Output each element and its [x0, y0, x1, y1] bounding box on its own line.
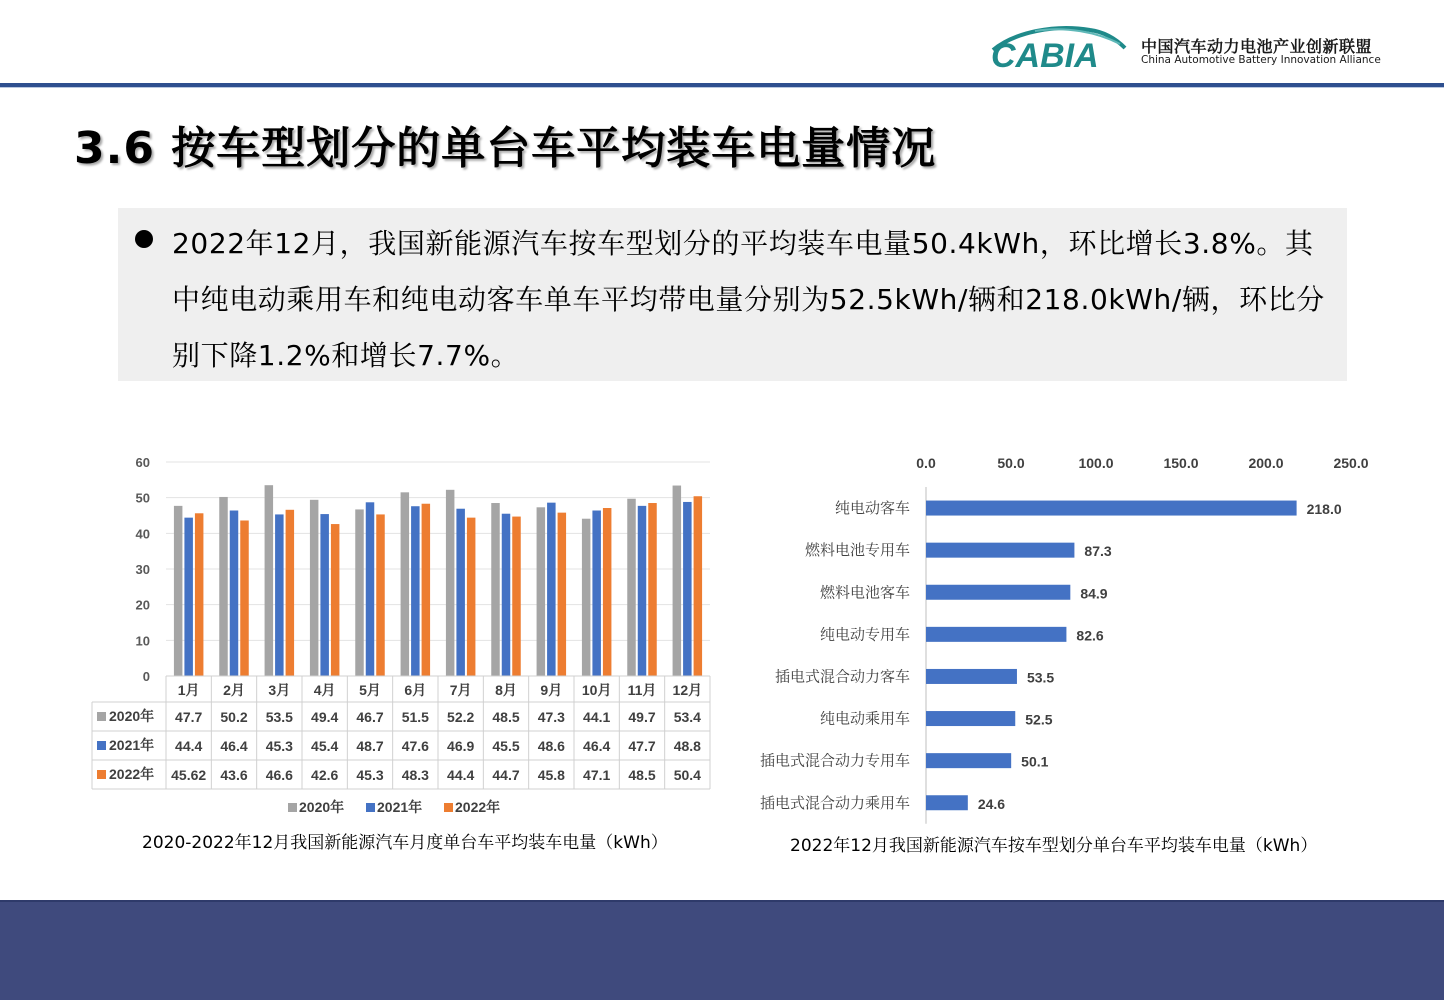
bar-2020年-6月 — [401, 492, 410, 676]
bar-2020年-10月 — [582, 519, 591, 676]
chart1-y-ticks — [136, 455, 150, 684]
bar-2021年-2月 — [230, 511, 239, 676]
table-cell: 44.1 — [583, 709, 611, 725]
category-label: 纯电动专用车 — [819, 626, 910, 644]
bar-2021年-10月 — [592, 511, 601, 676]
logo-text: CABIA — [991, 37, 1099, 75]
table-cell: 48.3 — [401, 767, 429, 783]
table-cell: 50.4 — [673, 767, 701, 783]
y-tick-label: 50 — [135, 490, 150, 506]
x-tick-label: 2月 — [223, 682, 245, 698]
bar-2022年-2月 — [240, 520, 249, 676]
table-cell: 46.7 — [356, 709, 384, 725]
bar-2022年-5月 — [376, 514, 385, 676]
bar-2021年-1月 — [184, 518, 193, 676]
series-swatch — [97, 770, 106, 779]
table-cell: 53.5 — [265, 709, 293, 725]
legend-label: 2022年 — [455, 799, 501, 815]
chart1-data-table — [92, 676, 710, 789]
bar-2022年-4月 — [331, 524, 340, 676]
data-label: 87.3 — [1084, 543, 1112, 560]
table-cell: 46.4 — [583, 738, 611, 754]
table-cell: 48.5 — [628, 767, 656, 783]
bar-插电式混合动力专用车 — [926, 753, 1011, 768]
category-label: 纯电动客车 — [834, 500, 910, 518]
x-tick-label: 250.0 — [1333, 455, 1369, 471]
series-row-label: 2021年 — [109, 737, 155, 753]
x-tick-label: 150.0 — [1163, 455, 1199, 471]
bar-2021年-7月 — [456, 509, 465, 676]
bar-燃料电池专用车 — [926, 543, 1074, 558]
series-row-label: 2022年 — [109, 766, 155, 782]
x-tick-label: 7月 — [449, 682, 472, 698]
bar-2022年-6月 — [422, 504, 431, 676]
table-cell: 47.1 — [583, 767, 611, 783]
table-cell: 52.2 — [447, 709, 475, 725]
table-cell: 48.7 — [356, 738, 384, 754]
x-tick-label: 10月 — [581, 682, 612, 698]
bar-2020年-7月 — [446, 490, 455, 676]
table-cell: 48.8 — [673, 738, 701, 754]
bar-2022年-1月 — [195, 513, 204, 676]
x-tick-label: 1月 — [177, 682, 200, 698]
org-name-en: China Automotive Battery Innovation Alliance — [1141, 54, 1381, 66]
bar-2022年-7月 — [467, 518, 476, 676]
bar-纯电动乘用车 — [926, 711, 1015, 726]
bar-2022年-8月 — [512, 517, 521, 676]
x-tick-label: 3月 — [268, 682, 291, 698]
x-tick-label: 5月 — [359, 682, 381, 698]
x-tick-label: 50.0 — [997, 455, 1025, 471]
x-tick-label: 100.0 — [1078, 455, 1114, 471]
table-cell: 45.4 — [311, 738, 339, 754]
table-cell: 45.62 — [171, 767, 207, 783]
bar-2021年-11月 — [638, 506, 647, 676]
bar-2020年-4月 — [310, 500, 319, 676]
bar-2020年-5月 — [355, 509, 364, 676]
table-cell: 45.5 — [492, 738, 520, 754]
y-tick-label: 20 — [135, 597, 150, 613]
org-name-cn: 中国汽车动力电池产业创新联盟 — [1141, 37, 1373, 56]
cabia-logo — [985, 22, 1385, 82]
series-row-label: 2020年 — [109, 708, 155, 724]
bar-2021年-9月 — [547, 503, 556, 676]
bar-2020年-11月 — [627, 499, 636, 676]
chart2-bars — [760, 487, 1342, 824]
legend-label: 2020年 — [299, 799, 345, 815]
bar-2021年-4月 — [320, 514, 329, 676]
bar-纯电动客车 — [926, 501, 1297, 516]
y-tick-label: 30 — [135, 562, 150, 577]
footer-bar — [0, 902, 1444, 1000]
table-cell: 44.4 — [175, 738, 203, 754]
x-tick-label: 4月 — [313, 682, 336, 698]
table-cell: 46.4 — [220, 738, 248, 754]
bar-2022年-3月 — [286, 510, 295, 676]
bar-2021年-6月 — [411, 506, 420, 676]
data-label: 53.5 — [1026, 669, 1055, 686]
summary-text: 2022年12月，我国新能源汽车按车型划分的平均装车电量50.4kWh，环比增长3.8%。其中纯电动乘用车和纯电动客车单车平均带电量分别为52.5kWh/辆和218.0kWh/辆，环比分别下降1.2%和增长7.7%。 — [172, 227, 1325, 372]
table-cell: 51.5 — [401, 709, 429, 725]
data-label: 82.6 — [1076, 627, 1104, 644]
bar-燃料电池客车 — [926, 585, 1070, 600]
bar-2022年-10月 — [603, 508, 612, 676]
data-label: 50.1 — [1021, 753, 1049, 770]
table-cell: 45.3 — [265, 738, 293, 754]
bar-2021年-12月 — [683, 502, 692, 676]
y-tick-label: 60 — [135, 455, 150, 470]
table-cell: 42.6 — [311, 767, 339, 783]
y-tick-label: 40 — [135, 526, 150, 542]
y-tick-label: 0 — [142, 669, 150, 684]
series-swatch — [97, 712, 106, 721]
chart1-bars — [174, 485, 702, 676]
category-label: 插电式混合动力乘用车 — [759, 794, 910, 812]
data-label: 24.6 — [977, 795, 1006, 812]
table-cell: 53.4 — [673, 709, 701, 725]
table-cell: 49.4 — [311, 709, 339, 725]
table-cell: 47.7 — [628, 738, 656, 754]
table-cell: 45.8 — [537, 767, 565, 783]
category-label: 燃料电池专用车 — [804, 542, 910, 560]
data-label: 84.9 — [1080, 585, 1108, 602]
chart2-caption: 2022年12月我国新能源汽车按车型划分单台车平均装车电量（kWh） — [790, 836, 1318, 856]
bar-2022年-12月 — [694, 496, 703, 676]
bar-2022年-11月 — [648, 503, 657, 676]
y-tick-label: 10 — [135, 633, 150, 649]
bar-2020年-1月 — [174, 506, 183, 676]
monthly-bar-chart — [90, 450, 730, 850]
page-title: 3.6 按车型划分的单台车平均装车电量情况 — [74, 123, 937, 174]
table-cell: 47.3 — [537, 709, 565, 725]
x-tick-label: 11月 — [627, 682, 657, 698]
x-tick-label: 0.0 — [916, 455, 936, 471]
table-cell: 47.6 — [401, 738, 429, 754]
category-label: 纯电动乘用车 — [819, 710, 910, 728]
data-label: 52.5 — [1025, 711, 1053, 728]
table-cell: 43.6 — [220, 767, 248, 783]
chart1-caption: 2020-2022年12月我国新能源汽车月度单台车平均装车电量（kWh） — [142, 833, 668, 853]
x-tick-label: 9月 — [540, 682, 563, 698]
legend-swatch — [444, 803, 453, 812]
x-tick-label: 200.0 — [1248, 455, 1284, 471]
legend-swatch — [366, 803, 375, 812]
bar-插电式混合动力乘用车 — [926, 795, 968, 810]
bar-2020年-12月 — [673, 486, 682, 676]
table-cell: 44.7 — [492, 767, 520, 783]
table-cell: 48.6 — [537, 738, 565, 754]
bar-插电式混合动力客车 — [926, 669, 1017, 684]
bullet-icon — [135, 230, 153, 248]
chart2-x-ticks — [916, 455, 1368, 471]
data-label: 218.0 — [1306, 501, 1342, 518]
bar-2020年-8月 — [491, 503, 500, 676]
x-tick-label: 8月 — [495, 682, 517, 698]
bar-2020年-3月 — [265, 485, 274, 676]
category-label: 燃料电池客车 — [819, 584, 910, 602]
table-cell: 45.3 — [356, 767, 384, 783]
x-tick-label: 12月 — [672, 682, 703, 698]
x-tick-label: 6月 — [404, 682, 427, 698]
bar-2021年-8月 — [502, 514, 511, 676]
legend-swatch — [288, 803, 297, 812]
legend-label: 2021年 — [377, 799, 423, 815]
bar-纯电动专用车 — [926, 627, 1066, 642]
summary-box — [118, 208, 1347, 381]
bar-2022年-9月 — [558, 513, 567, 676]
table-cell: 48.5 — [492, 709, 520, 725]
bar-2021年-5月 — [366, 502, 375, 676]
chart1-legend — [288, 799, 500, 815]
bar-2020年-9月 — [537, 507, 546, 676]
bar-2020年-2月 — [219, 497, 228, 676]
series-swatch — [97, 741, 106, 750]
header-divider-light — [0, 87, 1444, 88]
category-label: 插电式混合动力专用车 — [759, 752, 910, 770]
table-cell: 49.7 — [628, 709, 656, 725]
table-cell: 50.2 — [220, 709, 248, 725]
table-cell: 47.7 — [175, 709, 203, 725]
table-cell: 46.6 — [265, 767, 293, 783]
table-cell: 44.4 — [447, 767, 475, 783]
table-cell: 46.9 — [447, 738, 475, 754]
bar-2021年-3月 — [275, 514, 284, 676]
category-label: 插电式混合动力客车 — [774, 668, 910, 686]
vehicle-type-bar-chart — [740, 450, 1400, 850]
logo-car-swoosh-icon — [985, 22, 1135, 82]
